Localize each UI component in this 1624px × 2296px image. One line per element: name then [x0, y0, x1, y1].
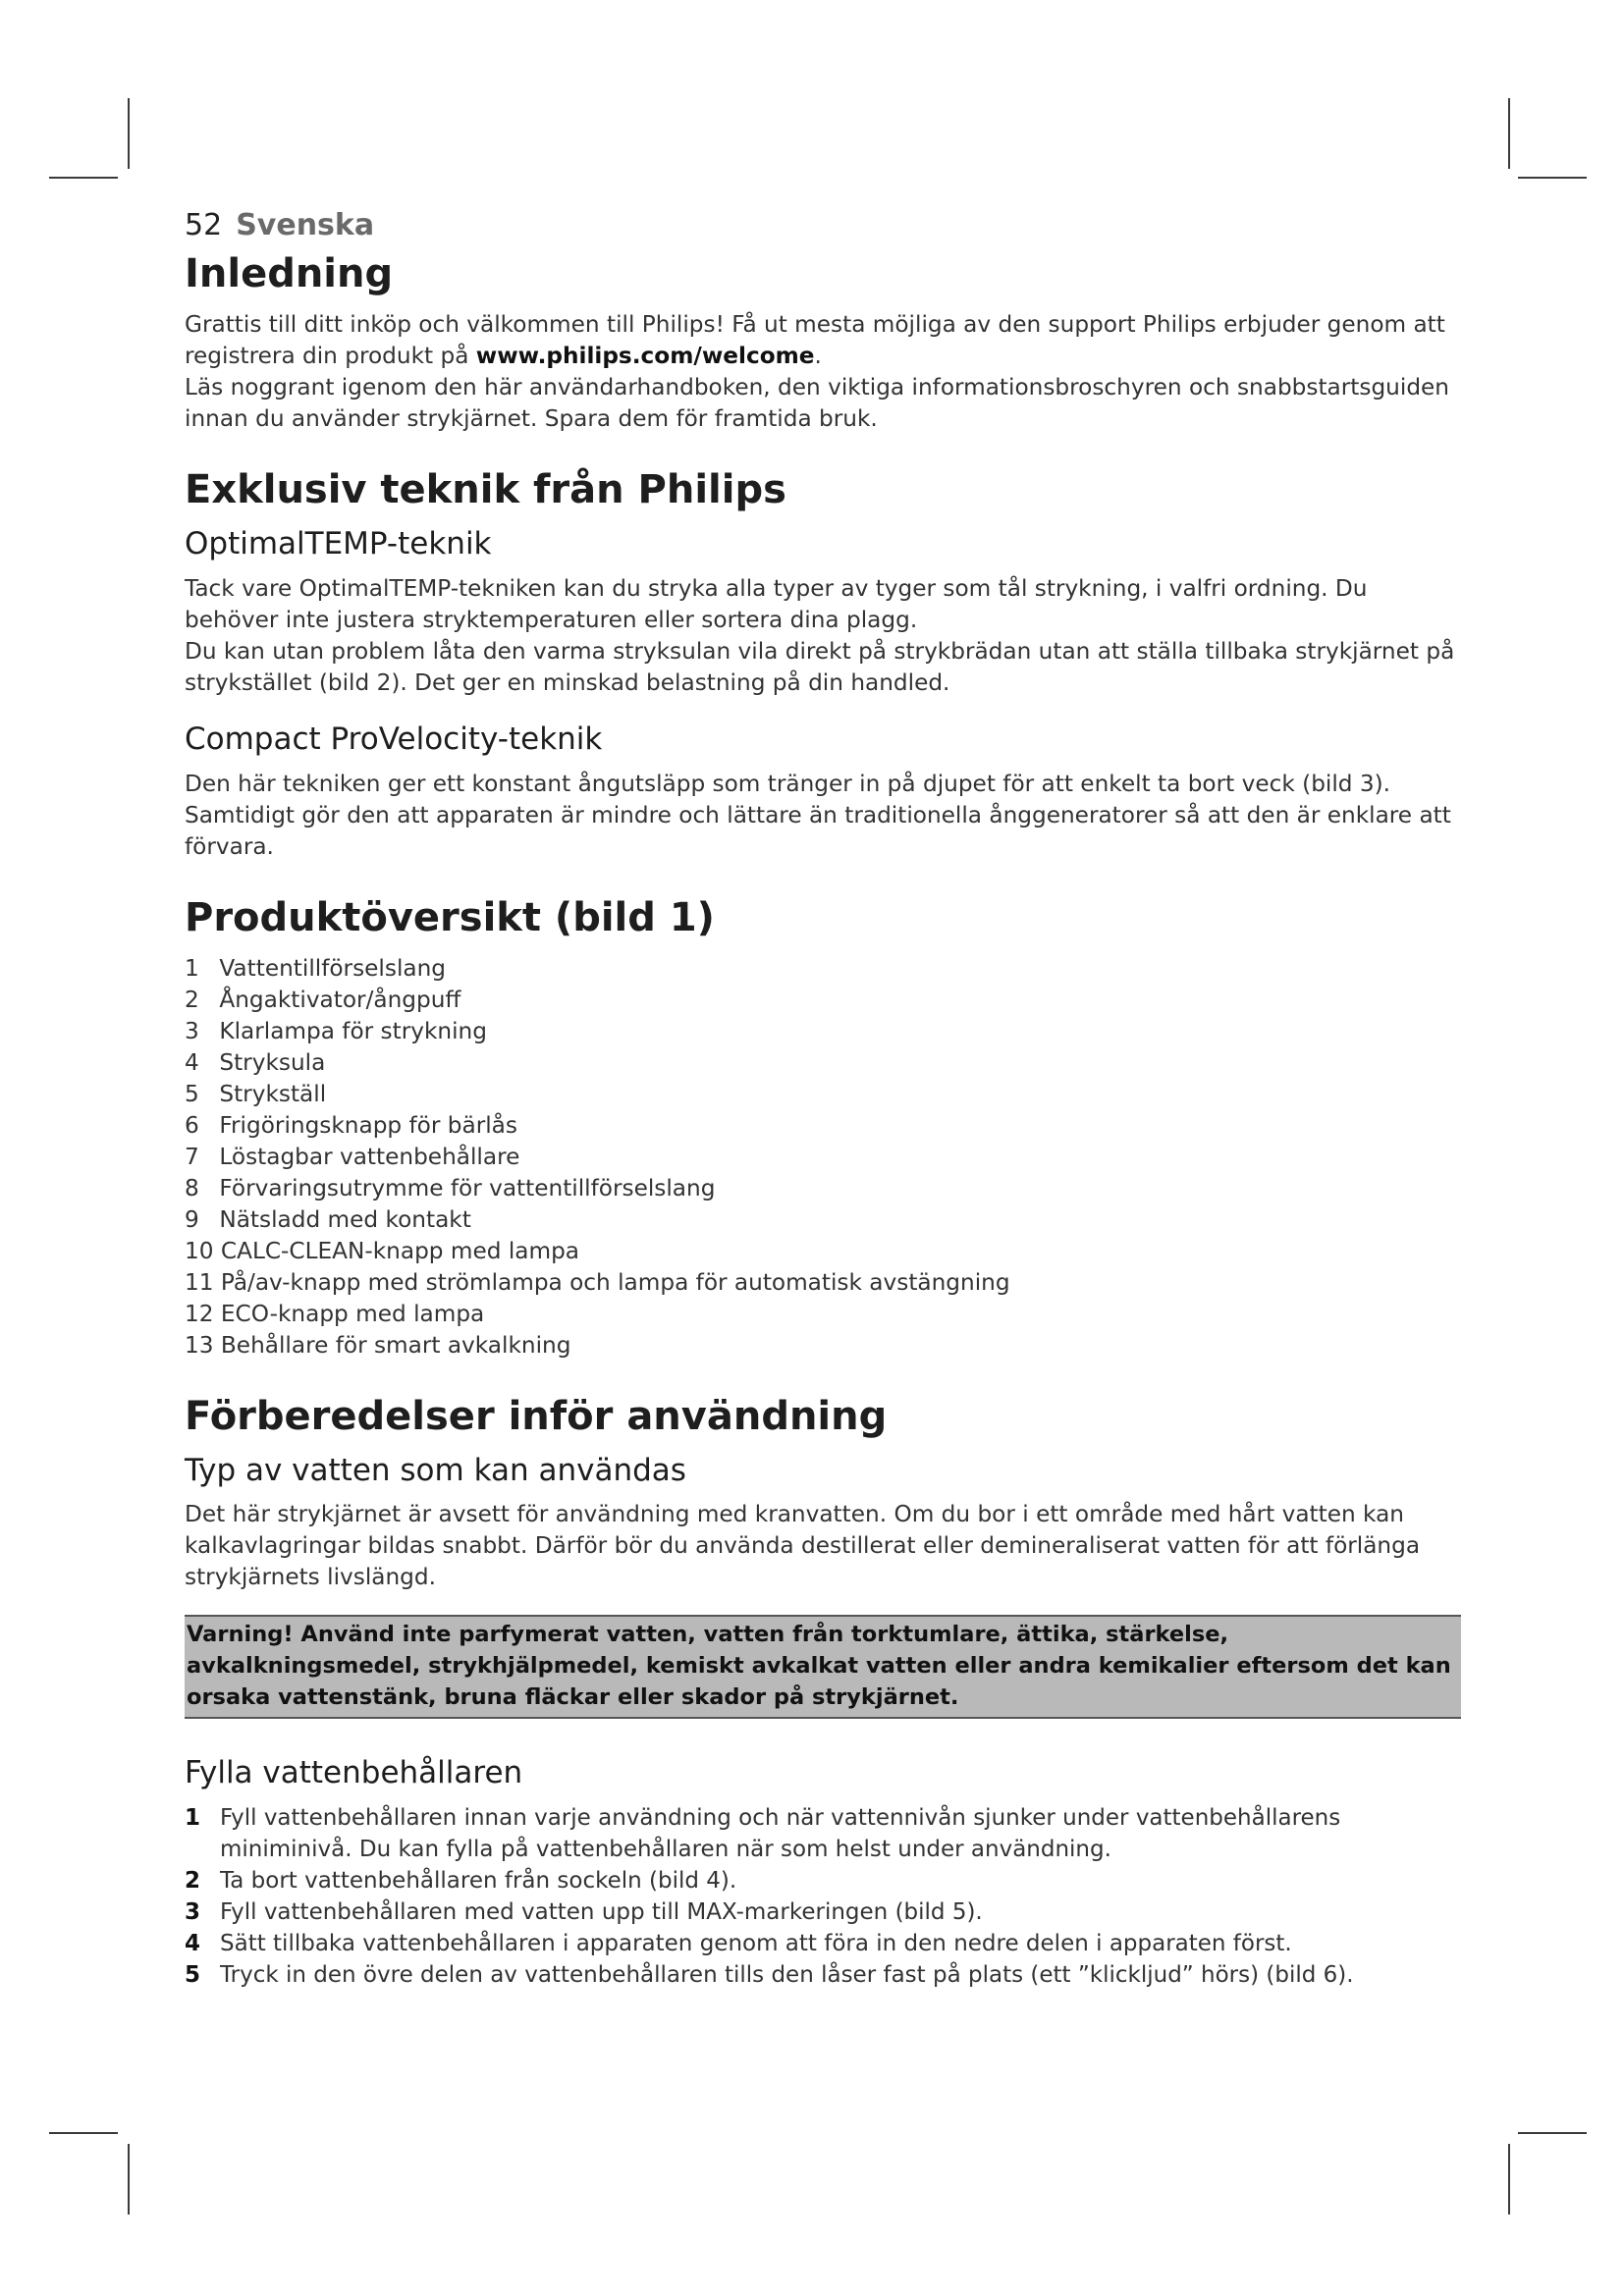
optimaltemp-paragraph-2: Du kan utan problem låta den varma stryksulan vila direkt på strykbrädan utan att ställa tillbaka strykjärnet på strykstället (bild 2). Det ger en minskad belastning på din handled. — [185, 637, 1455, 696]
list-item: 6 Frigöringsknapp för bärlås — [185, 1111, 517, 1139]
page-number: 52 — [185, 208, 223, 242]
compact-heading: Compact ProVelocity-teknik — [185, 721, 603, 757]
fill-tank-heading: Fylla vattenbehållaren — [185, 1755, 523, 1791]
list-item: 3 Fyll vattenbehållaren med vatten upp till MAX-markeringen (bild 5). — [185, 1899, 983, 1925]
crop-mark — [49, 2132, 118, 2134]
document-page — [185, 208, 1461, 1991]
intro-paragraph-2: Läs noggrant igenom den här användarhandboken, den viktiga informationsbroschyren och snabbstartsguiden innan du använder strykjärnet. Spara dem för framtida bruk. — [185, 374, 1450, 432]
list-item: 13 Behållare för smart avkalkning — [185, 1331, 571, 1359]
philips-welcome-link[interactable]: www.philips.com/welcome — [475, 343, 815, 369]
list-item: 7 Löstagbar vattenbehållare — [185, 1143, 520, 1170]
optimaltemp-paragraph-1: Tack vare OptimalTEMP-tekniken kan du stryka alla typer av tyger som tål strykning, i valfri ordning. Du behöver inte justera stryktemperaturen eller sortera dina plagg. — [185, 574, 1368, 633]
list-item: 2 Ångaktivator/ångpuff — [185, 986, 461, 1013]
list-item: 11 På/av-knapp med strömlampa och lampa för automatisk avstängning — [185, 1268, 1010, 1296]
crop-mark — [1508, 98, 1510, 169]
crop-mark — [49, 177, 118, 179]
list-item: 3 Klarlampa för strykning — [185, 1017, 487, 1044]
warning-box: Varning! Använd inte parfymerat vatten, vatten från torktumlare, ättika, stärkelse, avkalkningsmedel, strykhjälpmedel, kemiskt avkalkat vatten eller andra kemikalier eftersom det kan orsaka vattenstänk, bruna fläckar eller skador på strykjärnet. — [185, 1615, 1461, 1719]
list-item: 9 Nätsladd med kontakt — [185, 1205, 471, 1233]
intro-text-end: . — [814, 343, 822, 369]
crop-mark — [1518, 2132, 1587, 2134]
list-item: 12 ECO-knapp med lampa — [185, 1300, 485, 1327]
overview-heading: Produktöversikt (bild 1) — [185, 894, 715, 940]
crop-mark — [1508, 2144, 1510, 2215]
list-item: 5 Tryck in den övre delen av vattenbehållaren tills den låser fast på plats (ett ”klickljud” hörs) (bild 6). — [185, 1962, 1354, 1988]
list-item: 4 Stryksula — [185, 1048, 326, 1076]
intro-paragraph-1 — [185, 309, 1461, 372]
list-item: 10 CALC-CLEAN-knapp med lampa — [185, 1237, 580, 1264]
list-item: 1 Vattentillförselslang — [185, 954, 447, 982]
crop-mark — [128, 2144, 130, 2215]
intro-heading: Inledning — [185, 251, 394, 296]
crop-mark — [128, 98, 130, 169]
crop-mark — [1518, 177, 1587, 179]
optimaltemp-heading: OptimalTEMP-teknik — [185, 526, 492, 561]
list-item: 8 Förvaringsutrymme för vattentillförselslang — [185, 1174, 716, 1201]
product-parts-list — [185, 953, 1461, 1362]
water-type-heading: Typ av vatten som kan användas — [185, 1452, 686, 1488]
page-language: Svenska — [236, 208, 375, 242]
preparation-heading: Förberedelser inför användning — [185, 1393, 888, 1439]
fill-steps-list — [185, 1802, 1461, 1991]
list-item: 2 Ta bort vattenbehållaren från sockeln (bild 4). — [185, 1868, 737, 1894]
page-header — [185, 208, 1461, 242]
tech-heading: Exklusiv teknik från Philips — [185, 467, 786, 512]
water-type-paragraph: Det här strykjärnet är avsett för användning med kranvatten. Om du bor i ett område med hårt vatten kan kalkavlagringar bildas snabbt. Därför bör du använda destillerat eller demineraliserat vatten för att förlänga strykjärnets livslängd. — [185, 1501, 1421, 1591]
list-item: 1 Fyll vattenbehållaren innan varje användning och när vattennivån sjunker under vattenbehållarens miniminivå. Du kan fylla på vattenbehållaren när som helst under användning. — [185, 1805, 1341, 1862]
compact-paragraph: Den här tekniken ger ett konstant ångutsläpp som tränger in på djupet för att enkelt ta bort veck (bild 3). Samtidigt gör den att apparaten är mindre och lättare än traditionella ånggeneratorer så att den är enklare att förvara. — [185, 770, 1451, 860]
list-item: 5 Strykställ — [185, 1080, 327, 1107]
intro-text: Grattis till ditt inköp och välkommen till Philips! Få ut mesta möjliga av den support Philips erbjuder genom att registrera din produkt på — [185, 311, 1445, 369]
list-item: 4 Sätt tillbaka vattenbehållaren i apparaten genom att föra in den nedre delen i apparaten först. — [185, 1931, 1292, 1956]
